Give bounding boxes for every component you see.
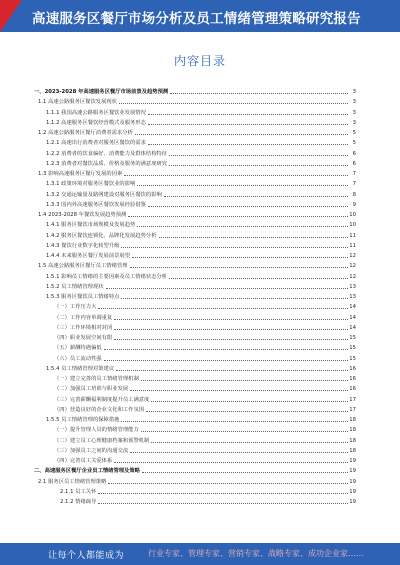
toc-entry-page: 8	[352, 191, 356, 198]
toc-entry[interactable]	[34, 395, 356, 405]
toc-entry[interactable]	[34, 313, 356, 323]
toc-entry-label: 1.4.1 服务区餐饮市场规模及发展趋势	[46, 222, 136, 229]
toc-entry-page: 11	[349, 242, 356, 249]
toc-entry[interactable]	[34, 436, 356, 446]
toc-dot-leader	[169, 155, 348, 156]
toc-dot-leader	[135, 134, 348, 135]
toc-entry-label: （五）薪酬待遇偏低	[54, 345, 102, 352]
toc-entry-label: （三）完善薪酬福利制度提升员工满意度	[54, 396, 150, 403]
toc-dot-leader	[169, 165, 348, 166]
toc-entry-label: 1.4.3 餐饮行业数字化转型升级	[46, 242, 120, 249]
toc-entry[interactable]	[34, 118, 356, 128]
toc-entry[interactable]	[34, 179, 356, 189]
toc-entry-page: 15	[349, 345, 356, 352]
toc-entry-label: 1.3.3 国内外高速服务区餐饮发展经验借鉴	[46, 201, 146, 208]
toc-entry-label: （四）职业发展空间有限	[54, 335, 113, 342]
toc-entry[interactable]	[34, 302, 356, 312]
toc-entry[interactable]	[34, 456, 356, 466]
toc-entry-label: 1.3.1 政策环境对服务区餐饮业的影响	[46, 181, 136, 188]
toc-entry[interactable]	[34, 466, 356, 476]
footer-tagline: 行业专家、管理专家、营销专家、战略专家、成功企业家……	[148, 549, 364, 558]
toc-dot-leader	[151, 442, 348, 443]
toc-entry[interactable]	[34, 138, 356, 148]
toc-entry-label: 1.2 高速公路服务区餐厅消费者需求分析	[38, 130, 133, 137]
toc-entry-label: 1.1.2 高速服务区餐饮经营模式及服务形态	[46, 119, 146, 126]
toc-dot-leader	[124, 175, 348, 176]
toc-entry-page: 17	[349, 406, 356, 413]
toc-entry-label: 1.5.5 员工情绪管理的保障措施	[46, 417, 120, 424]
toc-entry-label: 二、高速服务区餐厅企业员工情绪管理及策略	[34, 468, 140, 475]
toc-dot-leader	[114, 319, 348, 320]
toc-entry-label: 1.4.4 未来服务区餐厅发展前景展望	[46, 253, 131, 260]
toc-entry-page: 19	[349, 458, 356, 465]
toc-dot-leader	[119, 103, 348, 104]
toc-entry-label: 2.1 服务区员工情绪管理策略	[38, 478, 107, 485]
toc-entry[interactable]	[34, 354, 356, 364]
toc-entry-page: 13	[349, 283, 356, 290]
toc-entry-label: （三）加强员工之间的沟通交流	[54, 447, 129, 454]
toc-entry-page: 5	[352, 130, 356, 137]
toc-dot-leader	[132, 257, 348, 258]
toc-entry-page: 6	[352, 150, 356, 157]
toc-entry[interactable]	[34, 282, 356, 292]
toc-entry-page: 19	[349, 478, 356, 485]
toc-entry[interactable]	[34, 323, 356, 333]
toc-entry-page: 17	[349, 396, 356, 403]
toc-entry[interactable]	[34, 231, 356, 241]
toc-dot-leader	[130, 390, 348, 391]
toc-entry[interactable]	[34, 200, 356, 210]
toc-entry-label: 1.1.1 我国高速公路服务区餐饮业发展情况	[46, 109, 146, 116]
toc-entry-page: 10	[349, 222, 356, 229]
toc-entry-page: 3	[352, 89, 356, 96]
toc-entry-page: 5	[352, 140, 356, 147]
toc-dot-leader	[148, 206, 348, 207]
toc-entry[interactable]	[34, 159, 356, 169]
toc-entry-label: 1.5.3 服务区餐饮员工情绪特点	[46, 294, 120, 301]
toc-entry-label: 一、2023-2028 年高速服务区餐厅市场前景及趋势预测	[34, 89, 169, 96]
toc-entry[interactable]	[34, 487, 356, 497]
toc-entry-label: 1.2.1 高速出行消费者对服务区餐饮的需求	[46, 140, 146, 147]
toc-entry[interactable]	[34, 446, 356, 456]
toc-entry[interactable]	[34, 190, 356, 200]
toc-entry-label: 1.4 2023-2028 年餐饮发展趋势预测	[38, 212, 127, 219]
toc-entry-page: 9	[352, 201, 356, 208]
toc-entry[interactable]	[34, 97, 356, 107]
toc-dot-leader	[114, 339, 348, 340]
toc-dot-leader	[169, 278, 348, 279]
toc-entry[interactable]	[34, 374, 356, 384]
toc-entry[interactable]	[34, 220, 356, 230]
toc-dot-leader	[106, 288, 348, 289]
toc-entry[interactable]	[34, 261, 356, 271]
toc-entry-page: 12	[349, 253, 356, 260]
toc-entry-page: 19	[349, 468, 356, 475]
toc-dot-leader	[146, 411, 348, 412]
toc-entry-label: 1.5.2 员工情绪管理现状	[46, 283, 104, 290]
toc-dot-leader	[148, 144, 348, 145]
toc-entry[interactable]	[34, 241, 356, 251]
toc-entry[interactable]	[34, 384, 356, 394]
toc-entry[interactable]	[34, 415, 356, 425]
toc-entry[interactable]	[34, 272, 356, 282]
toc-dot-leader	[159, 237, 348, 238]
toc-entry[interactable]	[34, 128, 356, 138]
toc-dot-leader	[114, 462, 348, 463]
toc-entry[interactable]	[34, 108, 356, 118]
toc-entry-page: 7	[352, 171, 356, 178]
toc-entry-label: 1.4.2 服务区餐饮连锁化、品牌化发展趋势分析	[46, 232, 157, 239]
toc-entry[interactable]	[34, 333, 356, 343]
toc-entry[interactable]	[34, 251, 356, 261]
toc-entry-page: 11	[349, 232, 356, 239]
toc-entry-page: 16	[349, 365, 356, 372]
toc-dot-leader	[114, 329, 348, 330]
toc-entry[interactable]	[34, 292, 356, 302]
toc-entry-label: （四）完善员工关爱体系	[54, 458, 113, 465]
toc-dot-leader	[104, 360, 348, 361]
toc-dot-leader	[141, 431, 348, 432]
toc-entry[interactable]	[34, 149, 356, 159]
toc-entry-label: （四）营造良好的企业文化和工作氛围	[54, 406, 145, 413]
toc-entry-label: （一）工作压力大	[54, 304, 97, 311]
toc-entry[interactable]	[34, 425, 356, 435]
toc-entry-label: 1.5.4 员工情绪管理对策建议	[46, 365, 115, 372]
toc-entry-page: 7	[352, 181, 356, 188]
toc-entry-label: 2.1.1 员工关怀	[60, 488, 97, 495]
toc-entry-label: 1.5.1 影响员工情绪的主要因素及员工情绪状态分析	[46, 273, 168, 280]
toc-dot-leader	[151, 401, 348, 402]
footer-slogan: 让每个人都能成为	[48, 551, 125, 561]
toc-entry[interactable]	[34, 87, 356, 97]
toc-entry[interactable]	[34, 210, 356, 220]
toc-entry-page: 12	[349, 273, 356, 280]
toc-dot-leader	[121, 421, 348, 422]
toc-entry-label: （六）员工流动性强	[54, 355, 102, 362]
toc-entry[interactable]	[34, 364, 356, 374]
toc-dot-leader	[121, 298, 348, 299]
toc-dot-leader	[137, 226, 348, 227]
toc-entry-label: 1.3 影响高速服务区餐厅发展的因素	[38, 171, 123, 178]
toc-entry-page: 18	[349, 417, 356, 424]
toc-entry-page: 14	[349, 304, 356, 311]
page-footer	[0, 543, 400, 565]
toc-dot-leader	[98, 503, 348, 504]
toc-dot-leader	[108, 483, 348, 484]
toc-entry-label: （一）建立完善的员工情绪管理机制	[54, 376, 139, 383]
toc-dot-leader	[116, 370, 348, 371]
table-of-contents	[34, 87, 356, 507]
toc-entry-page: 13	[349, 294, 356, 301]
toc-dot-leader	[164, 196, 348, 197]
toc-entry[interactable]	[34, 343, 356, 353]
toc-entry-page: 12	[349, 263, 356, 270]
toc-entry-label: （二）建立员工心理健康档案和预警机制	[54, 437, 150, 444]
toc-dot-leader	[128, 216, 348, 217]
page-header	[0, 0, 400, 32]
toc-entry-page: 14	[349, 324, 356, 331]
toc-dot-leader	[141, 380, 348, 381]
toc-dot-leader	[137, 185, 348, 186]
toc-dot-leader	[121, 247, 348, 248]
toc-dot-leader	[142, 472, 348, 473]
toc-entry[interactable]	[34, 169, 356, 179]
toc-heading: 内容目录	[173, 54, 226, 68]
toc-dot-leader	[98, 493, 348, 494]
toc-entry[interactable]	[34, 405, 356, 415]
toc-entry[interactable]	[34, 497, 356, 507]
toc-entry-page: 18	[349, 447, 356, 454]
toc-dot-leader	[98, 308, 348, 309]
toc-entry-page: 19	[349, 499, 356, 506]
toc-entry-label: 1.5 高速公路服务区餐厅员工情绪管理	[38, 263, 128, 270]
toc-dot-leader	[148, 114, 348, 115]
toc-entry-label: （二）加强员工培训与职业发展	[54, 386, 129, 393]
toc-dot-leader	[130, 267, 348, 268]
report-title: 高速服务区餐厅市场分析及员工情绪管理策略研究报告	[32, 11, 361, 27]
toc-entry-label: 1.2.2 消费者的饮食偏好、消费能力及群体结构特征	[46, 150, 168, 157]
toc-dot-leader	[130, 452, 348, 453]
toc-entry-page: 16	[349, 376, 356, 383]
toc-entry-label: 1.1 高速公路服务区餐饮发展现状	[38, 99, 117, 106]
toc-entry[interactable]	[34, 477, 356, 487]
toc-entry-page: 16	[349, 386, 356, 393]
toc-entry-page: 10	[349, 212, 356, 219]
toc-entry-page: 18	[349, 437, 356, 444]
toc-dot-leader	[104, 349, 348, 350]
toc-entry-label: 1.3.2 交通运输量及路网建设对服务区餐饮的影响	[46, 191, 162, 198]
toc-entry-page: 19	[349, 488, 356, 495]
toc-dot-leader	[148, 124, 348, 125]
toc-entry-label: （三）工作环境相对封闭	[54, 324, 113, 331]
toc-entry-page: 14	[349, 314, 356, 321]
toc-entry-label: 1.2.3 消费者对餐饮品质、价格及服务的满意度研究	[46, 160, 168, 167]
toc-entry-page: 3	[352, 99, 356, 106]
toc-entry-label: （二）工作内容单调重复	[54, 314, 113, 321]
toc-entry-page: 6	[352, 160, 356, 167]
toc-entry-page: 15	[349, 355, 356, 362]
header-red-accent	[0, 0, 22, 32]
toc-entry-label: （一）提升管理人员的情绪管理能力	[54, 427, 139, 434]
toc-entry-page: 3	[352, 109, 356, 116]
toc-entry-label: 2.1.2 情绪疏导	[60, 499, 97, 506]
toc-entry-page: 18	[349, 427, 356, 434]
toc-entry-page: 3	[352, 119, 356, 126]
toc-entry-page: 15	[349, 335, 356, 342]
toc-dot-leader	[170, 93, 348, 94]
